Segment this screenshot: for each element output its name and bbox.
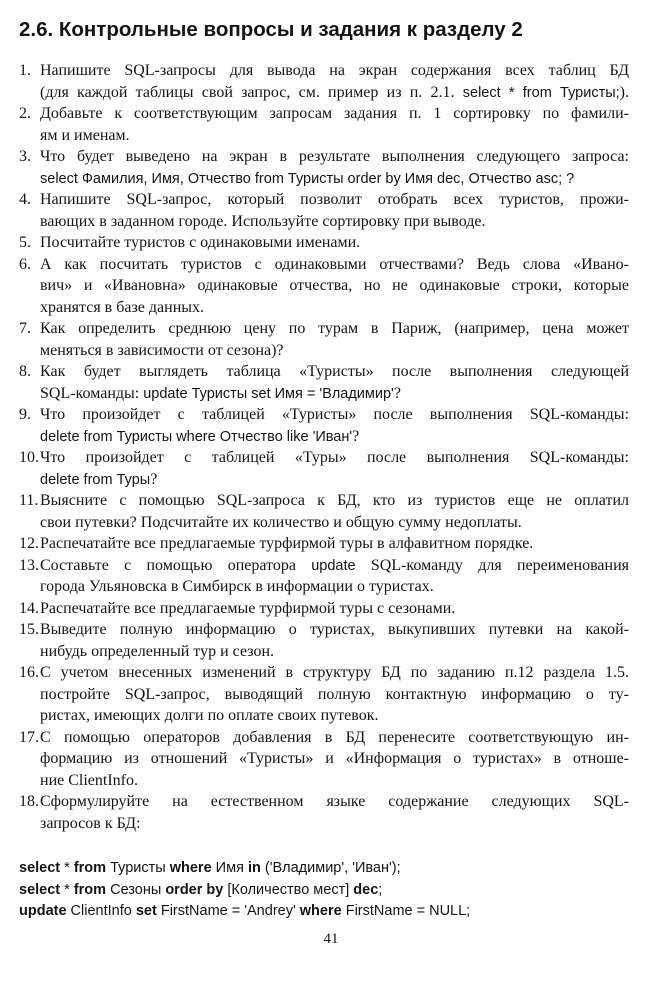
question-text-line — [40, 125, 629, 147]
text-run: Составьте с помощью оператора — [40, 556, 312, 574]
question-text-line — [40, 103, 629, 125]
sql-text: ; — [378, 881, 383, 898]
question-text-line — [40, 168, 629, 190]
question-number: 18. — [19, 793, 39, 810]
sql-text: FirstName = 'Andrey' — [156, 903, 300, 919]
sql-keyword: in — [247, 860, 261, 876]
question-text-line — [40, 426, 629, 448]
question-text-line — [40, 189, 629, 211]
question-item — [19, 447, 629, 490]
question-item — [19, 662, 629, 727]
question-text-line — [40, 555, 629, 577]
question-text-line — [40, 340, 629, 362]
text-run: С помощью операторов добавления в БД перенесите соответствующую ин- — [40, 728, 629, 746]
text-run: Распечатайте все предлагаемые турфирмой туры с сезонами. — [40, 599, 456, 617]
question-item — [19, 189, 629, 232]
question-item — [19, 60, 629, 103]
text-run: (для каждой таблицы свой запрос, см. пример из п. 2.1. — [40, 83, 463, 101]
text-run: Как будет выглядеть таблица «Туристы» после выполнения следующей — [40, 363, 629, 380]
question-item — [19, 555, 629, 598]
sql-queries-block — [19, 858, 639, 923]
sql-text: * — [60, 860, 74, 876]
question-text-line — [40, 297, 629, 319]
question-number: 3. — [19, 148, 31, 165]
sql-keyword: select — [19, 860, 61, 876]
text-run: Что произойдет с таблицей «Туры» после выполнения SQL-команды: — [40, 449, 629, 466]
text-run: Как определить среднюю цену по турам в Париж, (например, цена может — [40, 320, 629, 337]
question-text-line — [40, 641, 629, 663]
question-text-line — [40, 60, 629, 82]
text-run: ? — [352, 427, 360, 445]
text-run: Сформулируйте на естественном языке содержание следующих SQL- — [40, 793, 629, 810]
question-text-line — [40, 705, 629, 727]
text-run: меняться в зависимости от сезона)? — [40, 341, 284, 359]
text-run: формацию из отношений «Туристы» и «Информация о туристах» в отноше- — [40, 750, 629, 767]
question-item — [19, 727, 629, 792]
question-text-line — [40, 576, 629, 598]
question-number: 16. — [19, 664, 39, 681]
question-item — [19, 254, 629, 319]
text-run: запросов к БД: — [40, 814, 141, 832]
sql-text: Имя — [211, 860, 248, 876]
sql-text: Туристы — [106, 860, 170, 876]
sql-inline-code: select * from Туристы; — [462, 84, 620, 101]
question-text-line — [40, 469, 629, 491]
sql-keyword: from — [73, 881, 107, 898]
text-run: ? — [150, 470, 158, 488]
question-number: 9. — [19, 406, 31, 423]
sql-inline-code: update Туристы set Имя = 'Владимир' — [143, 385, 394, 402]
question-text-line — [40, 211, 629, 233]
question-text-line — [40, 361, 629, 383]
sql-text: ClientInfo — [66, 903, 136, 919]
question-text-line — [40, 813, 629, 835]
text-run: Выясните с помощью SQL-запроса к БД, кто из туристов еще не оплатил — [40, 492, 629, 509]
sql-query-line — [19, 858, 639, 880]
text-run: Добавьте к соответствующим запросам задания п. 1 сортировку по фамили- — [40, 105, 629, 122]
question-text-line — [40, 791, 629, 813]
text-run: С учетом внесенных изменений в структуру БД по заданию п.12 раздела 1.5. — [40, 664, 629, 681]
question-item — [19, 232, 629, 254]
sql-text: ('Владимир', 'Иван'); — [260, 860, 401, 876]
text-run: Что произойдет с таблицей «Туристы» после выполнения SQL-команды: — [40, 406, 629, 423]
sql-text: * — [60, 881, 74, 898]
question-text-line — [40, 619, 629, 641]
question-text-line — [40, 146, 629, 168]
text-run: ям и именам. — [40, 126, 130, 144]
question-text-line — [40, 254, 629, 276]
sql-keyword: where — [299, 903, 342, 919]
question-number: 13. — [19, 556, 39, 574]
text-run: ? — [393, 384, 401, 402]
question-text-line — [40, 727, 629, 749]
sql-keyword: dec — [353, 881, 379, 898]
text-run: ние ClientInfo. — [40, 771, 138, 789]
question-text-line — [40, 404, 629, 426]
question-item — [19, 361, 629, 404]
question-number: 2. — [19, 105, 31, 122]
question-text-line — [40, 232, 629, 254]
question-text-line — [40, 662, 629, 684]
text-run: свои путевки? Подсчитайте их количество и общую сумму недоплаты. — [40, 513, 522, 531]
question-number: 14. — [19, 599, 39, 617]
question-text-line — [40, 82, 629, 104]
question-text-line — [40, 383, 629, 405]
question-item — [19, 146, 629, 189]
question-text-line — [40, 318, 629, 340]
question-number: 8. — [19, 363, 31, 380]
section-heading: 2.6. Контрольные вопросы и задания к разделу 2 — [19, 18, 523, 41]
sql-inline-code: select Фамилия, Имя, Отчество from Туристы order by Имя dec, Отчество asc; ? — [40, 170, 575, 187]
text-run: хранятся в базе данных. — [40, 298, 205, 316]
question-number: 5. — [19, 234, 31, 251]
text-run: нибудь определенный тур и сезон. — [40, 642, 275, 660]
sql-inline-code: update — [311, 557, 356, 574]
text-run: вич» и «Ивановна» одинаковые отчества, но не одинаковые строки, которые — [40, 277, 629, 294]
question-number: 10. — [19, 449, 39, 466]
question-text-line — [40, 447, 629, 469]
text-run: Напишите SQL-запросы для вывода на экран содержания всех таблиц БД — [40, 62, 629, 79]
text-run: А как посчитать туристов с одинаковыми отчествами? Ведь слова «Ивано- — [40, 255, 629, 273]
text-run: постройте SQL-запрос, выводящий полную контактную информацию о ту- — [40, 685, 629, 703]
text-run: Что будет выведено на экран в результате выполнения следующего запроса: — [40, 148, 629, 165]
text-run: SQL-команду для переименования — [355, 556, 630, 574]
question-number: 15. — [19, 621, 39, 638]
question-item — [19, 619, 629, 662]
text-run: Выведите полную информацию о туристах, выкупивших путевки на какой- — [40, 621, 629, 638]
question-item — [19, 103, 629, 146]
question-number: 11. — [19, 492, 39, 509]
question-text-line — [40, 770, 629, 792]
text-run: Напишите SQL-запрос, который позволит отобрать всех туристов, прожи- — [40, 191, 629, 208]
text-run: Посчитайте туристов с одинаковыми именами. — [40, 234, 361, 251]
text-run: ристах, имеющих долги по оплате своих путевок. — [40, 707, 379, 724]
sql-query-line — [19, 901, 639, 923]
question-text-line — [40, 748, 629, 770]
question-text-line — [40, 490, 629, 512]
questions-list — [19, 60, 629, 834]
question-text-line — [40, 533, 629, 555]
question-number: 17. — [19, 728, 39, 746]
sql-keyword: order by — [165, 881, 224, 898]
text-run: города Ульяновска в Симбирск в информации о туристах. — [40, 578, 434, 595]
text-run: Распечатайте все предлагаемые турфирмой туры в алфавитном порядке. — [40, 535, 534, 552]
question-number: 7. — [19, 320, 31, 337]
question-text-line — [40, 598, 629, 620]
question-number: 4. — [19, 191, 31, 208]
question-item — [19, 791, 629, 834]
text-run: ). — [619, 83, 629, 101]
question-text-line — [40, 512, 629, 534]
text-run: вающих в заданном городе. Используйте сортировку при выводе. — [40, 212, 486, 230]
sql-inline-code: delete from Туристы where Отчество like 'Иван' — [40, 428, 353, 445]
sql-text: [Количество мест] — [223, 881, 354, 898]
sql-inline-code: delete from Туры — [40, 471, 151, 488]
sql-text: FirstName = NULL; — [341, 903, 471, 919]
question-item — [19, 490, 629, 533]
sql-keyword: from — [73, 860, 107, 876]
question-item — [19, 318, 629, 361]
question-number: 1. — [19, 62, 31, 79]
question-item — [19, 598, 629, 620]
question-number: 12. — [19, 535, 39, 552]
question-text-line — [40, 684, 629, 706]
page-number: 41 — [323, 931, 339, 947]
sql-keyword: select — [19, 881, 61, 898]
question-item — [19, 533, 629, 555]
sql-keyword: update — [19, 903, 67, 919]
question-text-line — [40, 275, 629, 297]
question-item — [19, 404, 629, 447]
sql-query-line — [19, 880, 639, 902]
sql-keyword: set — [135, 903, 157, 919]
question-number: 6. — [19, 255, 31, 273]
text-run: SQL-команды: — [40, 384, 144, 402]
sql-keyword: where — [169, 860, 212, 876]
sql-text: Сезоны — [106, 881, 166, 898]
